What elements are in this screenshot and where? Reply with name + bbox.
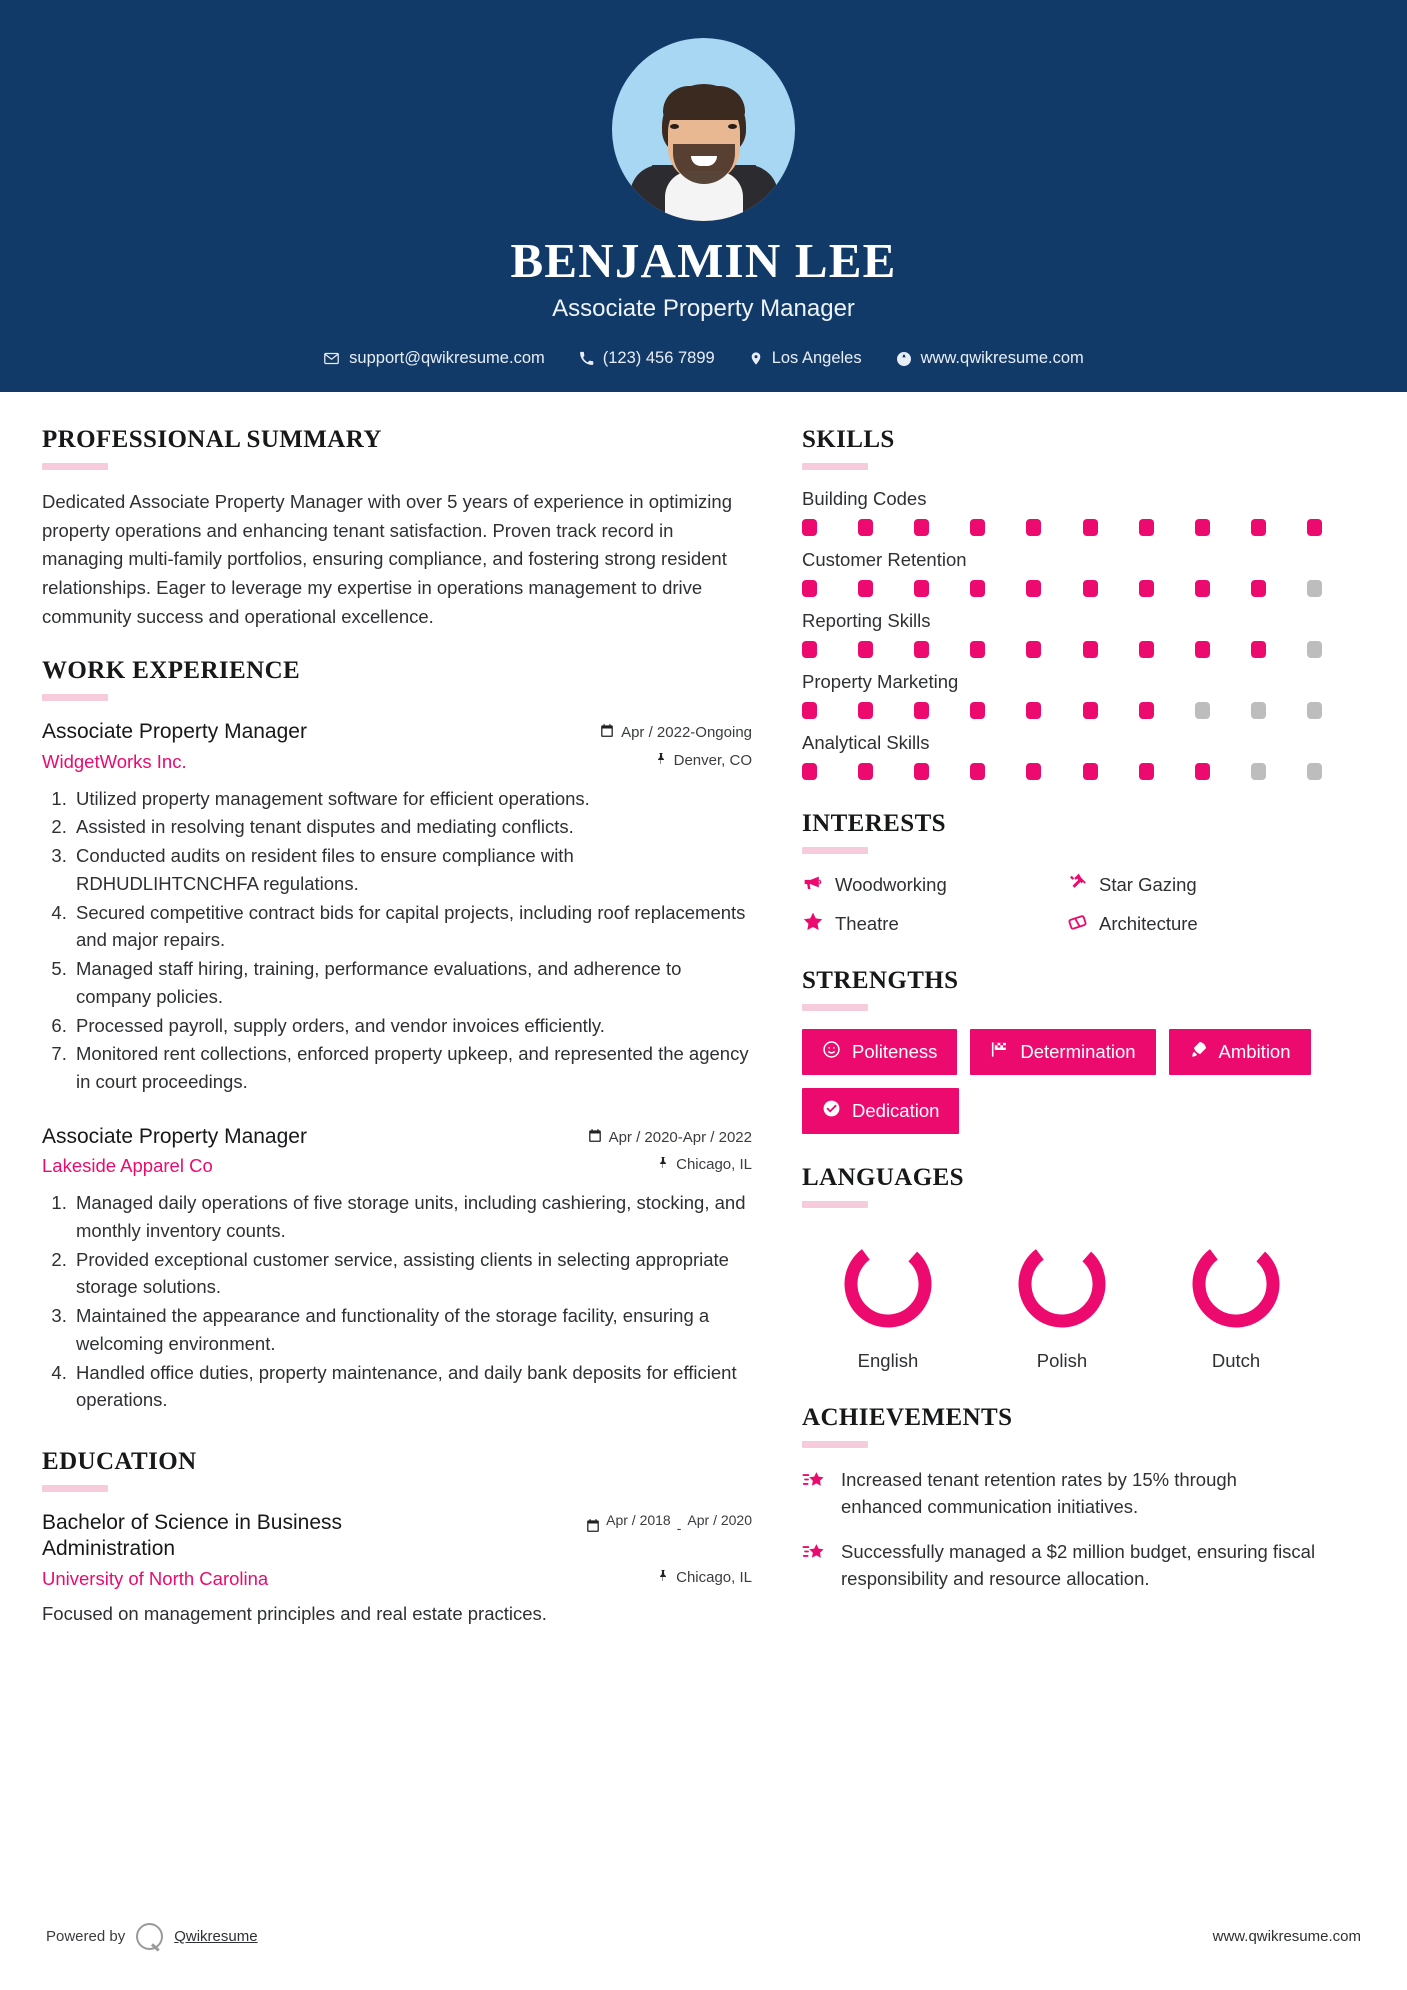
skill-item [802,610,1322,658]
section-title-experience: WORK EXPERIENCE [42,657,301,685]
experience-dates-text: Apr / 2022-Ongoing [621,724,752,742]
skill-dot [1083,580,1098,597]
section-title-skills: SKILLS [802,426,895,453]
experience-location [655,751,752,770]
skill-dot [914,641,929,658]
skill-rating [802,702,1322,719]
list-item: 4. Secured competitive contract bids for capital projects, including roof replacements and major repairs. [72,899,752,955]
shooting-star-icon [802,1538,827,1569]
calendar-icon [586,1512,600,1536]
experience-dates [588,1124,752,1147]
language-item [982,1232,1142,1372]
interest-label: Theatre [835,913,899,934]
star-icon [802,911,824,937]
envelope-icon [323,350,340,367]
skill-dot [1083,763,1098,780]
powered-by [46,1923,258,1950]
experience-bullets [42,1189,752,1414]
education-org: University of North Carolina [42,1567,269,1589]
strengths-list [802,1029,1322,1134]
interest-item [802,872,1057,897]
skill-dot [1195,763,1210,780]
map-pin-icon [749,350,763,367]
skill-dot [802,702,817,719]
list-item: 2. Assisted in resolving tenant disputes and mediating conflicts. [72,813,752,841]
rocket-icon [1189,1040,1208,1064]
section-title-interests: INTERESTS [802,810,946,837]
skill-label: Building Codes [802,488,927,509]
interest-item [1067,911,1322,937]
skill-dot [1307,519,1322,536]
avatar [612,38,795,221]
section-rule [802,1201,868,1208]
section-rule [42,694,108,701]
list-item: 3. Maintained the appearance and functionality of the storage facility, ensuring a welcoming environment. [72,1302,752,1358]
list-item: 5. Managed staff hiring, training, performance evaluations, and adherence to company policies. [72,955,752,1011]
skill-label: Property Marketing [802,671,959,692]
language-label: Polish [1036,1350,1088,1371]
contact-website-text: www.qwikresume.com [920,349,1084,368]
pushpin-icon [657,1568,669,1587]
skill-dot [914,763,929,780]
interest-label: Star Gazing [1099,873,1197,895]
page-title: BENJAMIN LEE [510,233,897,288]
resume-footer [0,1923,1407,1990]
strength-label: Dedication [852,1100,940,1121]
interest-label: Woodworking [835,873,947,895]
skill-dot [1195,641,1210,658]
education-entry [42,1510,752,1627]
list-item: 1. Managed daily operations of five storage units, including cashiering, stocking, and monthly inventory counts. [72,1189,752,1245]
language-donut [1184,1232,1288,1336]
interest-item [802,911,1057,937]
skill-dot [1139,702,1154,719]
right-column [802,426,1322,1653]
skill-dot [858,641,873,658]
skill-item [802,549,1322,597]
education-description: Focused on management principles and real estate practices. [42,1602,547,1624]
section-rule [42,1485,108,1492]
strength-label: Ambition [1218,1041,1291,1062]
section-title-summary: PROFESSIONAL SUMMARY [42,426,382,453]
resume-header [0,0,1407,392]
shooting-star-icon [802,1466,827,1497]
pushpin-icon [657,1155,669,1174]
skill-label: Customer Retention [802,549,967,570]
contact-location [732,349,879,368]
skill-dot [914,702,929,719]
skill-dot [1307,702,1322,719]
section-title-achievements: ACHIEVEMENTS [802,1404,1013,1431]
contact-email-text: support@qwikresume.com [349,349,545,368]
summary-text: Dedicated Associate Property Manager with over 5 years of experience in optimizing property operations and enhancing tenant satisfaction. Proven track record in managing multi-family portfolios, ensuring compliance, and fostering strong resident relationships. Eager to leverage my expertise in operations management to drive community success and operational excellence. [42,491,732,627]
language-label: English [857,1350,919,1371]
skill-item [802,488,1322,536]
language-donut [836,1232,940,1336]
section-title-education: EDUCATION [42,1448,197,1476]
skill-dot [802,763,817,780]
section-skills [802,426,1322,780]
list-item: 7. Monitored rent collections, enforced property upkeep, and represented the agency in court proceedings. [72,1040,752,1096]
section-strengths [802,967,1322,1134]
section-professional-summary [42,426,752,631]
skill-label: Analytical Skills [802,732,930,753]
skill-dot [1251,763,1266,780]
date-separator: - [676,1520,682,1537]
skill-dot [970,641,985,658]
skill-dot [802,519,817,536]
strength-label: Determination [1020,1041,1136,1062]
hammer-icon [1067,872,1088,897]
interest-label: Architecture [1099,913,1198,934]
experience-title: Associate Property Manager [42,1124,307,1148]
language-donut [1010,1232,1114,1336]
flag-icon [990,1040,1009,1064]
section-rule [802,463,868,470]
section-education [42,1448,752,1627]
contact-bar [0,349,1407,368]
qwikresume-logo-icon [136,1923,163,1950]
skill-dot [1026,580,1041,597]
achievement-item [802,1538,1322,1593]
education-location-text: Chicago, IL [676,1568,752,1586]
footer-url[interactable]: www.qwikresume.com [1212,1928,1361,1945]
skill-dot [802,580,817,597]
skill-dot [1139,580,1154,597]
skill-dot [970,702,985,719]
strength-badge [802,1088,959,1134]
experience-location [657,1155,752,1174]
list-item: 2. Provided exceptional customer service, assisting clients in selecting appropriate storage solutions. [72,1246,752,1302]
left-column [42,426,802,1653]
megaphone-icon [802,872,824,897]
skill-dot [1251,580,1266,597]
contact-website[interactable] [879,349,1101,368]
skill-rating [802,580,1322,597]
calendar-icon [588,1128,602,1147]
education-date-start: Apr / 2018 [606,1512,671,1529]
skill-dot [1139,519,1154,536]
skill-label: Reporting Skills [802,610,931,631]
skill-dot [1026,702,1041,719]
ticket-icon [1067,912,1088,937]
powered-by-label: Powered by [46,1928,126,1945]
education-dates [586,1510,752,1536]
skill-item [802,671,1322,719]
experience-dates [600,719,752,742]
skill-dot [1251,702,1266,719]
interests-list [802,872,1322,937]
skill-dot [970,580,985,597]
skill-item [802,732,1322,780]
skill-dot [970,763,985,780]
skill-dot [1307,641,1322,658]
list-item: 1. Utilized property management software for efficient operations. [72,785,752,813]
experience-entry [42,1124,752,1414]
language-item [1156,1232,1316,1372]
skill-dot [1139,763,1154,780]
pushpin-icon [655,751,667,770]
section-interests [802,810,1322,937]
experience-location-text: Chicago, IL [676,1156,752,1174]
strength-badge [802,1029,957,1075]
globe-icon [896,351,912,367]
language-item [808,1232,968,1372]
check-circle-icon [822,1099,841,1123]
skill-dot [1195,580,1210,597]
skill-dot [1251,641,1266,658]
skills-list [802,488,1322,780]
skill-dot [1195,519,1210,536]
skill-dot [914,580,929,597]
contact-location-text: Los Angeles [771,349,862,368]
skill-dot [1195,702,1210,719]
skill-rating [802,763,1322,780]
skill-dot [1083,519,1098,536]
skill-dot [914,519,929,536]
education-location [657,1568,752,1587]
calendar-icon [600,723,614,742]
skill-dot [1139,641,1154,658]
achievement-text: Successfully managed a $2 million budget, ensuring fiscal responsibility and resource allocation. [841,1540,1316,1590]
resume-body [0,392,1407,1653]
experience-org: Lakeside Apparel Co [42,1155,213,1177]
skill-dot [1251,519,1266,536]
experience-title: Associate Property Manager [42,720,307,744]
skill-dot [1307,580,1322,597]
experience-org: WidgetWorks Inc. [42,750,187,772]
section-rule [802,1441,868,1448]
skill-dot [858,763,873,780]
list-item: 6. Processed payroll, supply orders, and vendor invoices efficiently. [72,1012,752,1040]
skill-dot [858,580,873,597]
achievement-text: Increased tenant retention rates by 15% through enhanced communication initiatives. [841,1469,1237,1518]
skill-dot [970,519,985,536]
section-rule [802,1004,868,1011]
section-work-experience [42,657,752,1414]
qwikresume-brand-link[interactable]: Qwikresume [174,1928,258,1945]
section-title-languages: LANGUAGES [802,1164,964,1191]
section-rule [42,463,108,470]
contact-email[interactable] [306,349,562,368]
list-item: 3. Conducted audits on resident files to ensure compliance with RDHUDLIHTCNCHFA regulations. [72,842,752,898]
languages-list [802,1226,1322,1372]
section-achievements [802,1404,1322,1593]
skill-dot [1083,641,1098,658]
skill-dot [858,702,873,719]
smiley-icon [822,1040,841,1064]
skill-dot [1026,519,1041,536]
interest-item [1067,872,1322,897]
skill-dot [1083,702,1098,719]
achievement-item [802,1466,1322,1521]
experience-bullets [42,785,752,1096]
skill-rating [802,519,1322,536]
skill-dot [1307,763,1322,780]
skill-dot [858,519,873,536]
experience-location-text: Denver, CO [673,751,752,769]
skill-rating [802,641,1322,658]
section-rule [802,847,868,854]
list-item: 4. Handled office duties, property maintenance, and daily bank deposits for efficient operations. [72,1359,752,1415]
section-languages [802,1164,1322,1372]
experience-dates-text: Apr / 2020-Apr / 2022 [608,1128,752,1146]
language-label: Dutch [1211,1350,1261,1371]
section-title-strengths: STRENGTHS [802,967,959,994]
strength-badge [970,1029,1155,1075]
strength-label: Politeness [852,1041,938,1062]
contact-phone[interactable] [562,349,732,368]
skill-dot [1026,641,1041,658]
contact-phone-text: (123) 456 7899 [602,349,715,368]
skill-dot [1026,763,1041,780]
experience-entry [42,719,752,1096]
job-role: Associate Property Manager [552,295,855,323]
education-title: Bachelor of Science in Business Administration [42,1511,342,1561]
strength-badge [1169,1029,1311,1075]
education-date-end: Apr / 2020 [687,1512,752,1529]
phone-icon [579,351,594,366]
skill-dot [802,641,817,658]
